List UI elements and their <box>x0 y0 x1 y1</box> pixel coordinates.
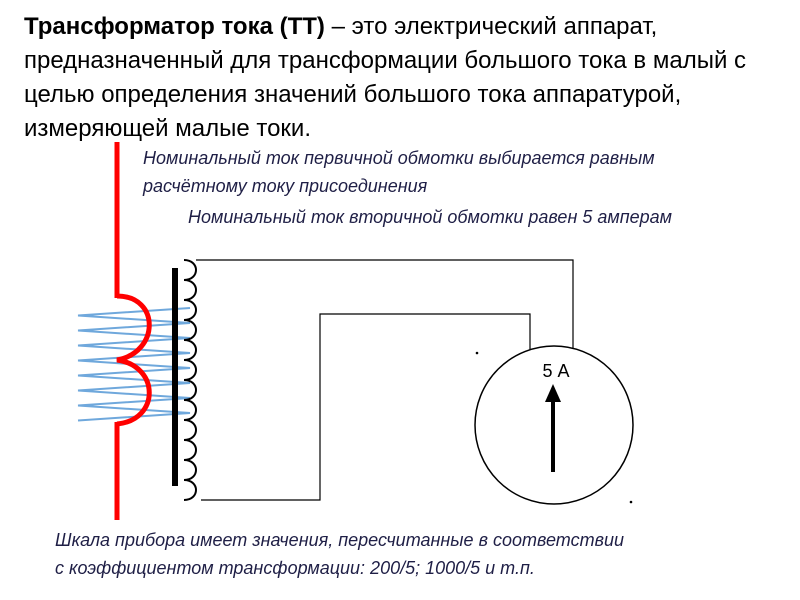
secondary-winding <box>184 260 196 500</box>
ammeter <box>475 346 633 504</box>
scale-note-line2: с коэффициентом трансформации: 200/5; 1000/5 и т.п. <box>55 558 535 578</box>
title-definition: – это электрический аппарат, предназначенный для трансформации большого тока в малый с целью определения значений большого тока аппаратурой, измеряющей малые токи. <box>24 13 747 142</box>
primary-winding-note-line1: Номинальный ток первичной обмотки выбирается равным <box>143 148 655 168</box>
secondary-winding-note-text: Номинальный ток вторичной обмотки равен 5 амперам <box>188 207 672 227</box>
wire-top <box>196 260 573 351</box>
dot-marker <box>630 501 633 504</box>
primary-conductor <box>117 142 149 520</box>
primary-winding-loops <box>117 296 149 424</box>
primary-winding-note-line2: расчётному току присоединения <box>143 176 428 196</box>
scale-note-line1: Шкала прибора имеет значения, пересчитанные в соответствии <box>55 530 624 550</box>
ammeter-label: 5 А <box>542 361 570 381</box>
dot-marker <box>476 352 479 355</box>
title-term: Трансформатор тока (ТТ) <box>24 13 325 40</box>
